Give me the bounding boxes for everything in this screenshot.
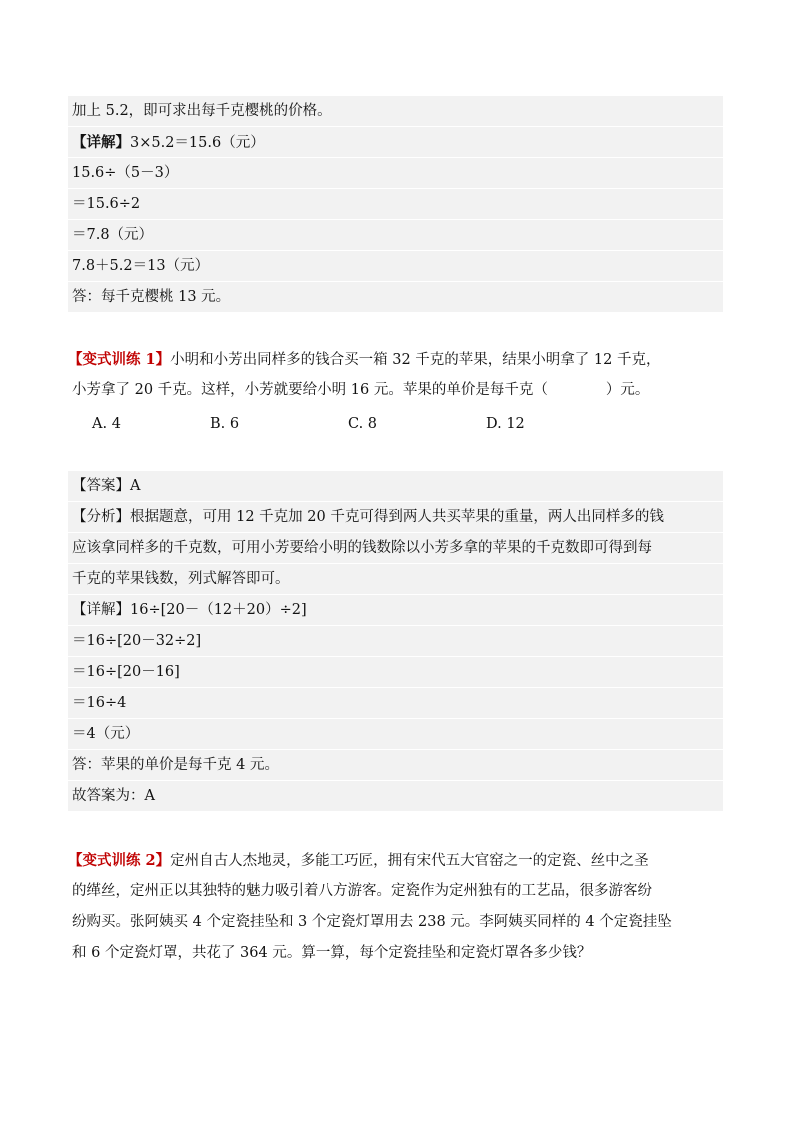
- solution-line: 7.8＋5.2＝13（元）: [68, 251, 723, 282]
- detail-line: [68, 595, 723, 626]
- question-text: 小明和小芳出同样多的钱合买一箱 32 千克的苹果，结果小明拿了 12 千克，: [170, 352, 661, 368]
- solution-block-1: [68, 96, 723, 313]
- detail-tag: 【详解】: [72, 602, 130, 618]
- option-b: B. 6: [210, 416, 240, 432]
- option-d: D. 12: [486, 416, 525, 432]
- final-answer-line: 故答案为：A: [68, 781, 723, 812]
- solution-line: 加上 5.2，即可求出每千克樱桃的价格。: [68, 96, 723, 127]
- analysis-line: 千克的苹果钱数，列式解答即可。: [68, 564, 723, 595]
- solution-line: 15.6÷（5－3）: [68, 158, 723, 189]
- option-c: C. 8: [348, 416, 378, 432]
- question-tag: 【变式训练 2】: [68, 852, 171, 869]
- question-line: [68, 375, 718, 406]
- question-2: [68, 845, 718, 969]
- answer-tag: 【答案】: [72, 478, 130, 494]
- question-text: 小芳拿了 20 千克。这样，小芳就要给小明 16 元。苹果的单价是每千克（: [72, 382, 548, 398]
- question-tag: 【变式训练 1】: [68, 351, 171, 368]
- answer-value: A: [130, 478, 141, 494]
- question-text: 定州自古人杰地灵，多能工巧匠，拥有宋代五大官窑之一的定瓷、丝中之圣: [170, 853, 649, 869]
- question-line: 的缂丝，定州正以其独特的魅力吸引着八方游客。定瓷作为定州独有的工艺品，很多游客纷: [72, 883, 652, 899]
- question-line: 纷购买。张阿姨买 4 个定瓷挂坠和 3 个定瓷灯罩用去 238 元。李阿姨买同样的 4 个定瓷挂坠: [72, 914, 672, 930]
- detail-line: ＝16÷[20－32÷2]: [68, 626, 723, 657]
- detail-line: ＝16÷[20－16]: [68, 657, 723, 688]
- question-text: ）元。: [605, 382, 650, 398]
- options-row: [92, 410, 692, 438]
- answer-line: 答：每千克樱桃 13 元。: [68, 282, 723, 313]
- solution-line: ＝15.6÷2: [68, 189, 723, 220]
- question-line: [68, 344, 718, 375]
- detail-line: [68, 127, 723, 158]
- analysis-line: 应该拿同样多的千克数，可用小芳要给小明的钱数除以小芳多拿的苹果的千克数即可得到每: [68, 533, 723, 564]
- detail-line: ＝16÷4: [68, 688, 723, 719]
- detail-line: ＝4（元）: [68, 719, 723, 750]
- question-1: [68, 344, 718, 406]
- question-line: 和 6 个定瓷灯罩，共花了 364 元。算一算，每个定瓷挂坠和定瓷灯罩各多少钱？: [72, 945, 592, 961]
- detail-text: 16÷[20－（12＋20）÷2]: [130, 602, 307, 618]
- question-line: [68, 845, 718, 876]
- solution-line: ＝7.8（元）: [68, 220, 723, 251]
- analysis-text: 根据题意，可用 12 千克加 20 千克可得到两人共买苹果的重量，两人出同样多的钱: [130, 509, 664, 525]
- option-a: A. 4: [92, 416, 121, 432]
- answer-line: [68, 471, 723, 502]
- analysis-line: [68, 502, 723, 533]
- analysis-tag: 【分析】: [72, 509, 130, 525]
- solution-block-2: [68, 471, 723, 812]
- detail-text: 3×5.2＝15.6（元）: [130, 135, 265, 151]
- answer-line: 答：苹果的单价是每千克 4 元。: [68, 750, 723, 781]
- detail-tag: 【详解】: [72, 134, 130, 151]
